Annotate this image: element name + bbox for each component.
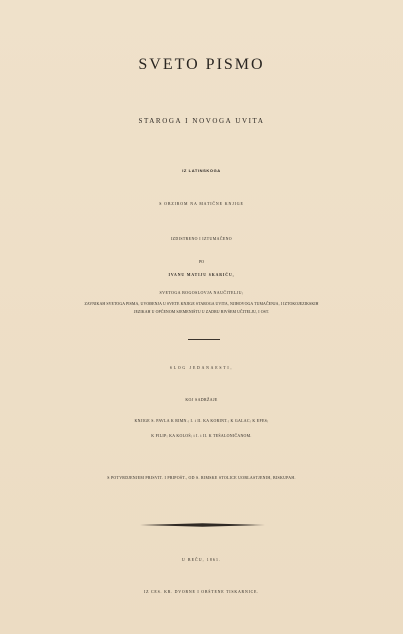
place-and-year: U BEČU, 1861. xyxy=(181,558,222,562)
short-divider xyxy=(188,339,220,340)
ornamental-rule xyxy=(140,523,265,527)
book-title: SVETO PISMO xyxy=(138,56,265,73)
books-line-1: KNJIGE S. PAVLA K RIMN.; I. i II. KA KORINT.; K GALAC; K EFES; xyxy=(134,419,269,423)
author-role: SVETOGA BOGOSLOVJA NAUČITELJU; xyxy=(159,290,244,295)
source-language: IZ LATINSKOGA xyxy=(182,168,221,173)
translated-label: IZDISTRENO I IZTUMAČENO xyxy=(170,237,233,241)
by-label: PO xyxy=(198,259,205,264)
approval-note: S POTVRDJENJEM PRISVIT. I PRIPOŠT., OD S. RIMSKE STOLICE UOBLASTJENIH, BISKUPAH. xyxy=(107,476,296,480)
books-line-2: K FILIP; KA KOLOŠ; i I. i II. K TEŠALONIČANOM. xyxy=(151,434,252,438)
printer-imprint: IZ CES. KR. DVORNE I OBŠTENE TISKARNICE. xyxy=(143,590,260,594)
regard-line: S OBZIROM NA MATIČNE KNJIGE xyxy=(159,202,244,206)
contains-label: KOJ SADRŽAJE xyxy=(185,398,218,402)
book-subtitle: STAROGA I NOVOGA UVITA xyxy=(138,117,265,125)
author-name: IVANU MATIJU SKARIĆU, xyxy=(168,273,235,277)
author-description-line-1: ZAVNIKAH SVETOGA PISMA, UVOĐENJA U SVETE KNJIGE STAROGA UVITA, NJIHOVOGA TUMAČENJA, I IZTOKOJEZIKSKIH xyxy=(84,302,319,306)
volume-title: SLOG JEDANAESTI, xyxy=(169,366,234,370)
author-description-line-2: JEZIKAH U OPĆENOM SJEMENIŠTU U ZADRU BIVŠEM UČITELJU, I OST. xyxy=(133,310,270,314)
